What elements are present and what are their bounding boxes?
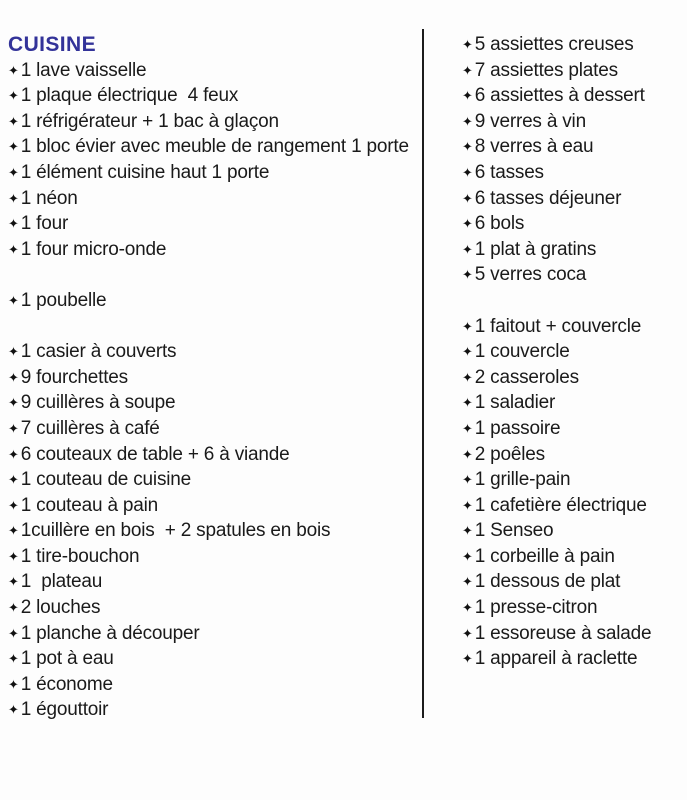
diamond-bullet-icon: ✦ (8, 241, 19, 257)
list-item (462, 58, 684, 84)
list-item (462, 518, 684, 544)
list-item (462, 186, 684, 212)
diamond-bullet-icon: ✦ (462, 523, 473, 539)
list-item (8, 109, 418, 135)
list-item (462, 416, 684, 442)
list-item (462, 109, 684, 135)
list-item-label: 2 poêles (474, 443, 545, 465)
list-item-label: 1 passoire (474, 417, 561, 439)
list-item (462, 467, 684, 493)
diamond-bullet-icon: ✦ (8, 344, 19, 360)
diamond-bullet-icon: ✦ (8, 395, 19, 411)
list-item (8, 442, 418, 468)
list-item (8, 211, 418, 237)
list-item (462, 390, 684, 416)
list-item (462, 211, 684, 237)
list-item-label: 1 économe (20, 673, 113, 695)
list-item-label: 1 four (20, 213, 69, 235)
list-item (8, 365, 418, 391)
diamond-bullet-icon: ✦ (462, 113, 473, 129)
list-item (462, 646, 684, 672)
list-item-label: 1cuillère en bois + 2 spatules en bois (20, 520, 331, 542)
diamond-bullet-icon: ✦ (462, 651, 473, 667)
list-item-label: 1 couteau à pain (20, 494, 159, 516)
list-item (8, 58, 418, 84)
list-item-label: 1 four micro-onde (20, 238, 167, 260)
diamond-bullet-icon: ✦ (8, 113, 19, 129)
list-item-label: 6 tasses (474, 161, 544, 183)
list-item-label: 6 couteaux de table + 6 à viande (20, 443, 290, 465)
list-item (462, 493, 684, 519)
list-item (8, 186, 418, 212)
diamond-bullet-icon: ✦ (8, 292, 19, 308)
diamond-bullet-icon: ✦ (462, 625, 473, 641)
diamond-bullet-icon: ✦ (462, 318, 473, 334)
diamond-bullet-icon: ✦ (8, 446, 19, 462)
diamond-bullet-icon: ✦ (8, 88, 19, 104)
left-column (8, 32, 418, 723)
column-divider (422, 29, 424, 718)
left-item-list (8, 58, 418, 723)
list-item (462, 134, 684, 160)
list-item (8, 467, 418, 493)
list-item (462, 160, 684, 186)
list-item-label: 1 faitout + couvercle (474, 315, 642, 337)
list-item-label: 1 élément cuisine haut 1 porte (20, 161, 270, 183)
diamond-bullet-icon: ✦ (462, 548, 473, 564)
diamond-bullet-icon: ✦ (8, 369, 19, 385)
list-item-label: 9 verres à vin (474, 110, 586, 132)
diamond-bullet-icon: ✦ (8, 702, 19, 718)
list-item (462, 544, 684, 570)
list-item (8, 416, 418, 442)
diamond-bullet-icon: ✦ (462, 164, 473, 180)
list-item-label: 1 couvercle (474, 341, 570, 363)
list-item-label: 1 réfrigérateur + 1 bac à glaçon (20, 110, 279, 132)
list-item-label: 1 néon (20, 187, 78, 209)
list-item (462, 442, 684, 468)
list-item-label: 7 cuillères à café (20, 417, 160, 439)
list-item-label: 1 corbeille à pain (474, 545, 615, 567)
list-item (462, 314, 684, 340)
list-item (462, 365, 684, 391)
list-item (8, 672, 418, 698)
section-title: CUISINE (8, 33, 96, 56)
blank-row (462, 288, 684, 314)
diamond-bullet-icon: ✦ (462, 472, 473, 488)
list-item (462, 262, 684, 288)
list-item (8, 83, 418, 109)
list-item-label: 1 essoreuse à salade (474, 622, 652, 644)
list-item-label: 9 cuillères à soupe (20, 392, 176, 414)
list-item-label: 1 égouttoir (20, 699, 109, 721)
diamond-bullet-icon: ✦ (8, 164, 19, 180)
diamond-bullet-icon: ✦ (462, 216, 473, 232)
diamond-bullet-icon: ✦ (462, 62, 473, 78)
list-item-label: 5 assiettes creuses (474, 34, 634, 55)
list-item-label: 1 lave vaisselle (20, 59, 147, 81)
list-item (8, 595, 418, 621)
list-item-label: 1 planche à découper (20, 622, 200, 644)
diamond-bullet-icon: ✦ (462, 446, 473, 462)
list-item-label: 8 verres à eau (474, 136, 594, 158)
list-item (8, 697, 418, 723)
list-item-label: 1 plaque électrique 4 feux (20, 85, 239, 107)
list-item-label: 1 appareil à raclette (474, 648, 638, 670)
list-item-label: 1 couteau de cuisine (20, 469, 191, 491)
blank-row (8, 314, 418, 340)
list-item-label: 2 casseroles (474, 366, 579, 388)
list-item-label: 1 tire-bouchon (20, 545, 140, 567)
diamond-bullet-icon: ✦ (8, 472, 19, 488)
diamond-bullet-icon: ✦ (462, 600, 473, 616)
list-item-label: 1 dessous de plat (474, 571, 621, 593)
diamond-bullet-icon: ✦ (462, 139, 473, 155)
diamond-bullet-icon: ✦ (8, 523, 19, 539)
diamond-bullet-icon: ✦ (8, 574, 19, 590)
diamond-bullet-icon: ✦ (8, 62, 19, 78)
diamond-bullet-icon: ✦ (462, 88, 473, 104)
list-item (8, 390, 418, 416)
list-item-label: 1 cafetière électrique (474, 494, 647, 516)
diamond-bullet-icon: ✦ (462, 267, 473, 283)
diamond-bullet-icon: ✦ (8, 625, 19, 641)
diamond-bullet-icon: ✦ (8, 676, 19, 692)
list-item-label: 1 bloc évier avec meuble de rangement 1 porte (20, 136, 409, 158)
list-item (8, 160, 418, 186)
list-item (8, 134, 418, 160)
diamond-bullet-icon: ✦ (8, 139, 19, 155)
diamond-bullet-icon: ✦ (462, 37, 473, 52)
list-item-label: 1 presse-citron (474, 597, 598, 619)
list-item (8, 518, 418, 544)
diamond-bullet-icon: ✦ (462, 344, 473, 360)
list-item (462, 339, 684, 365)
diamond-bullet-icon: ✦ (462, 574, 473, 590)
list-item-label: 1 Senseo (474, 520, 554, 542)
diamond-bullet-icon: ✦ (8, 497, 19, 513)
right-item-list (462, 32, 684, 672)
list-item-label: 2 louches (20, 597, 101, 619)
diamond-bullet-icon: ✦ (462, 395, 473, 411)
list-item-label: 1 pot à eau (20, 648, 114, 670)
diamond-bullet-icon: ✦ (462, 420, 473, 436)
blank-row (8, 262, 418, 288)
list-item (8, 339, 418, 365)
list-item (462, 237, 684, 263)
list-item-label: 7 assiettes plates (474, 59, 618, 81)
list-item (8, 621, 418, 647)
list-item-label: 6 bols (474, 213, 525, 235)
list-item (8, 493, 418, 519)
diamond-bullet-icon: ✦ (8, 190, 19, 206)
list-item-label: 1 plateau (20, 571, 103, 593)
list-item (8, 237, 418, 263)
list-item-label: 6 tasses déjeuner (474, 187, 622, 209)
list-item (8, 288, 418, 314)
list-item (462, 83, 684, 109)
list-item (462, 32, 684, 58)
diamond-bullet-icon: ✦ (8, 651, 19, 667)
right-column (462, 32, 684, 672)
list-item-label: 9 fourchettes (20, 366, 128, 388)
list-item (462, 595, 684, 621)
diamond-bullet-icon: ✦ (462, 369, 473, 385)
diamond-bullet-icon: ✦ (8, 420, 19, 436)
diamond-bullet-icon: ✦ (462, 497, 473, 513)
diamond-bullet-icon: ✦ (8, 216, 19, 232)
list-item-label: 1 plat à gratins (474, 238, 597, 260)
diamond-bullet-icon: ✦ (462, 190, 473, 206)
diamond-bullet-icon: ✦ (8, 548, 19, 564)
list-item-label: 1 poubelle (20, 289, 107, 311)
list-item (8, 544, 418, 570)
list-item (8, 646, 418, 672)
diamond-bullet-icon: ✦ (8, 600, 19, 616)
list-item-label: 6 assiettes à dessert (474, 85, 645, 107)
list-item (462, 621, 684, 647)
list-item-label: 1 grille-pain (474, 469, 571, 491)
list-item-label: 1 saladier (474, 392, 556, 414)
list-item-label: 5 verres coca (474, 264, 587, 286)
list-item-label: 1 casier à couverts (20, 341, 177, 363)
list-item (8, 569, 418, 595)
list-item (462, 569, 684, 595)
diamond-bullet-icon: ✦ (462, 241, 473, 257)
